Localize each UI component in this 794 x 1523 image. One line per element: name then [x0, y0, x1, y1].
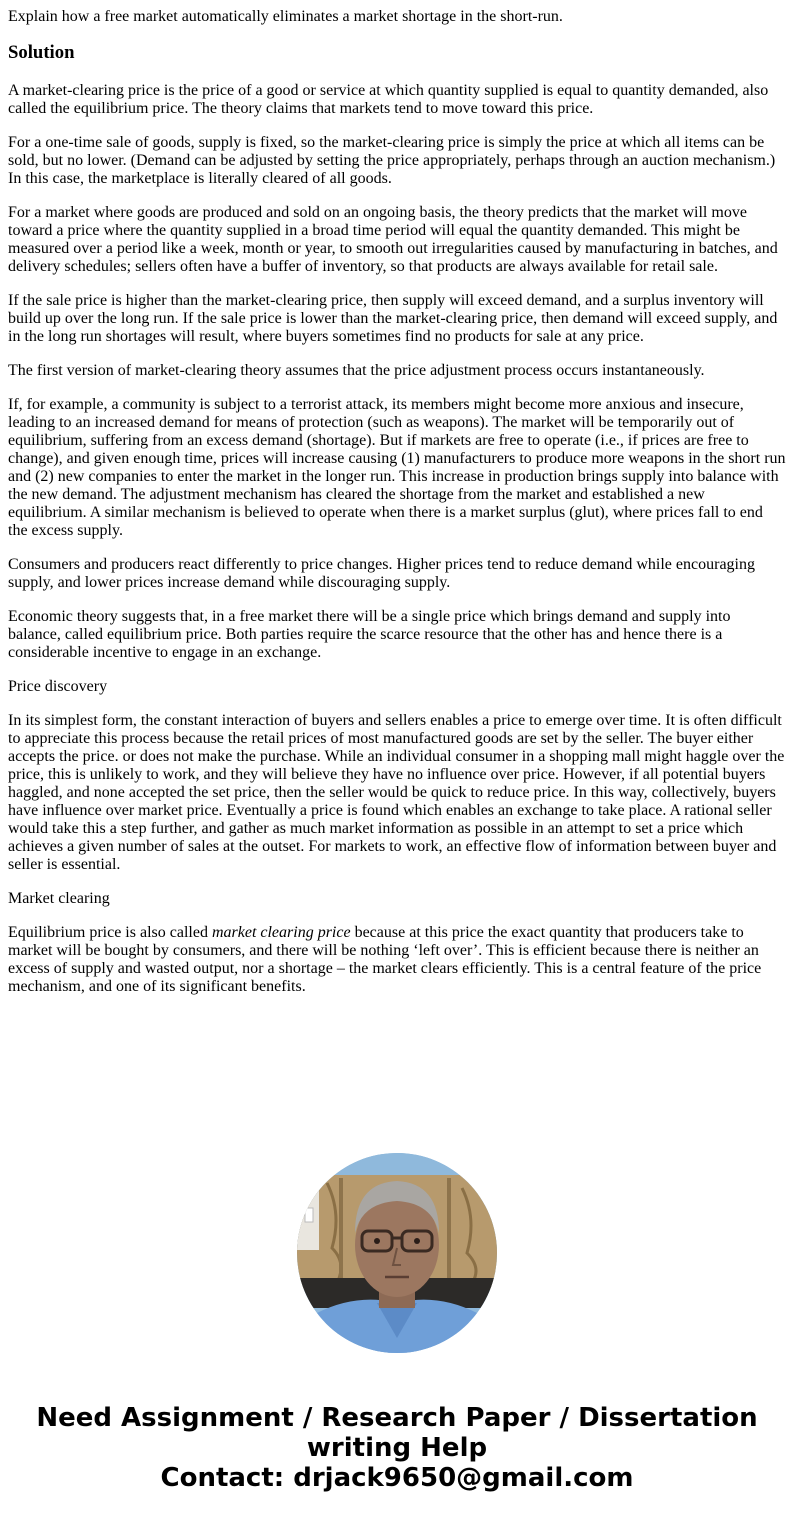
paragraph: Consumers and producers react differently to price changes. Higher prices tend to reduce demand while encouraging supply, and lower prices increase demand while discouraging supply. — [8, 556, 755, 591]
emphasized-term: market clearing price — [211, 924, 351, 941]
paragraph: For a market where goods are produced and sold on an ongoing basis, the theory predicts that the market will move toward a price where the quantity supplied in a broad time period will equal the quantity demanded. This might be measured over a period like a week, month or year, to smooth out irregularities caused by manufacturing in batches, and delivery schedules; sellers often have a buffer of inventory, so that products are always available for retail sale. — [8, 204, 778, 275]
promo-line: Need Assignment / Research Paper / Dissertation — [36, 1403, 758, 1433]
section-label-market-clearing: Market clearing — [8, 890, 110, 907]
author-avatar — [297, 1153, 497, 1353]
document-content — [8, 8, 786, 1012]
paragraph: The first version of market-clearing theory assumes that the price adjustment process occurs instantaneously. — [8, 362, 705, 379]
paragraph: A market-clearing price is the price of a good or service at which quantity supplied is equal to quantity demanded, also called the equilibrium price. The theory claims that markets tend to move toward this price. — [8, 82, 769, 117]
solution-heading: Solution — [8, 42, 75, 63]
paragraph: If, for example, a community is subject to a terrorist attack, its members might become more anxious and insecure, leading to an increased demand for means of protection (such as weapons). The market will be temporarily out of equilibrium, suffering from an excess demand (shortage). But if markets are free to operate (i.e., if prices are free to change), and given enough time, prices will increase causing (1) manufacturers to produce more weapons in the short run and (2) new companies to enter the market in the longer run. This increase in production brings supply into balance with the new demand. The adjustment mechanism has cleared the shortage from the market and established a new equilibrium. A similar mechanism is believed to operate when there is a market surplus (glut), where prices fall to end the excess supply. — [8, 396, 786, 539]
paragraph: For a one-time sale of goods, supply is fixed, so the market-clearing price is simply the price at which all items can be sold, but no lower. (Demand can be adjusted by setting the price appropriately, perhaps through an auction mechanism.) In this case, the marketplace is literally cleared of all goods. — [8, 134, 776, 187]
promo-line: writing Help — [306, 1433, 488, 1463]
paragraph: Economic theory suggests that, in a free market there will be a single price which brings demand and supply into balance, called equilibrium price. Both parties require the scarce resource that the other has and hence there is a considerable incentive to engage in an exchange. — [8, 608, 731, 661]
question-text: Explain how a free market automatically eliminates a market shortage in the short-run. — [8, 8, 563, 25]
paragraph: If the sale price is higher than the market-clearing price, then supply will exceed demand, and a surplus inventory will build up over the long run. If the sale price is lower than the market-clearing price, then demand will exceed supply, and in the long run shortages will result, where buyers sometimes find no products for sale at any price. — [8, 292, 778, 345]
promo-banner — [0, 1403, 794, 1493]
paragraph: In its simplest form, the constant interaction of buyers and sellers enables a price to emerge over time. It is often difficult to appreciate this process because the retail prices of most manufactured goods are set by the seller. The buyer either accepts the price. or does not make the purchase. While an individual consumer in a shopping mall might haggle over the price, this is unlikely to work, and they will believe they have no influence over price. However, if all potential buyers haggled, and none accepted the set price, then the seller would be quick to reduce price. In this way, collectively, buyers have influence over market price. Eventually a price is found which enables an exchange to take place. A rational seller would take this a step further, and gather as much market information as possible in an attempt to set a price which achieves a given number of sales at the outset. For markets to work, an effective flow of information between buyer and seller is essential. — [8, 712, 785, 873]
promo-contact: Contact: drjack9650@gmail.com — [160, 1463, 634, 1493]
paragraph-market-clearing-price — [8, 924, 786, 996]
text-segment: because at this price the exact quantity that producers take to market will be bought by consumers, and there will be nothing ‘left over’. This is efficient because there is neither an excess of supply and wasted output, nor a shortage – the market clears efficiently. This is a central feature of the price mechanism, and one of its significant benefits. — [8, 924, 762, 995]
text-segment: Equilibrium price is also called — [8, 924, 212, 941]
author-photo-illustration — [297, 1153, 497, 1353]
section-label-price-discovery: Price discovery — [8, 678, 108, 695]
